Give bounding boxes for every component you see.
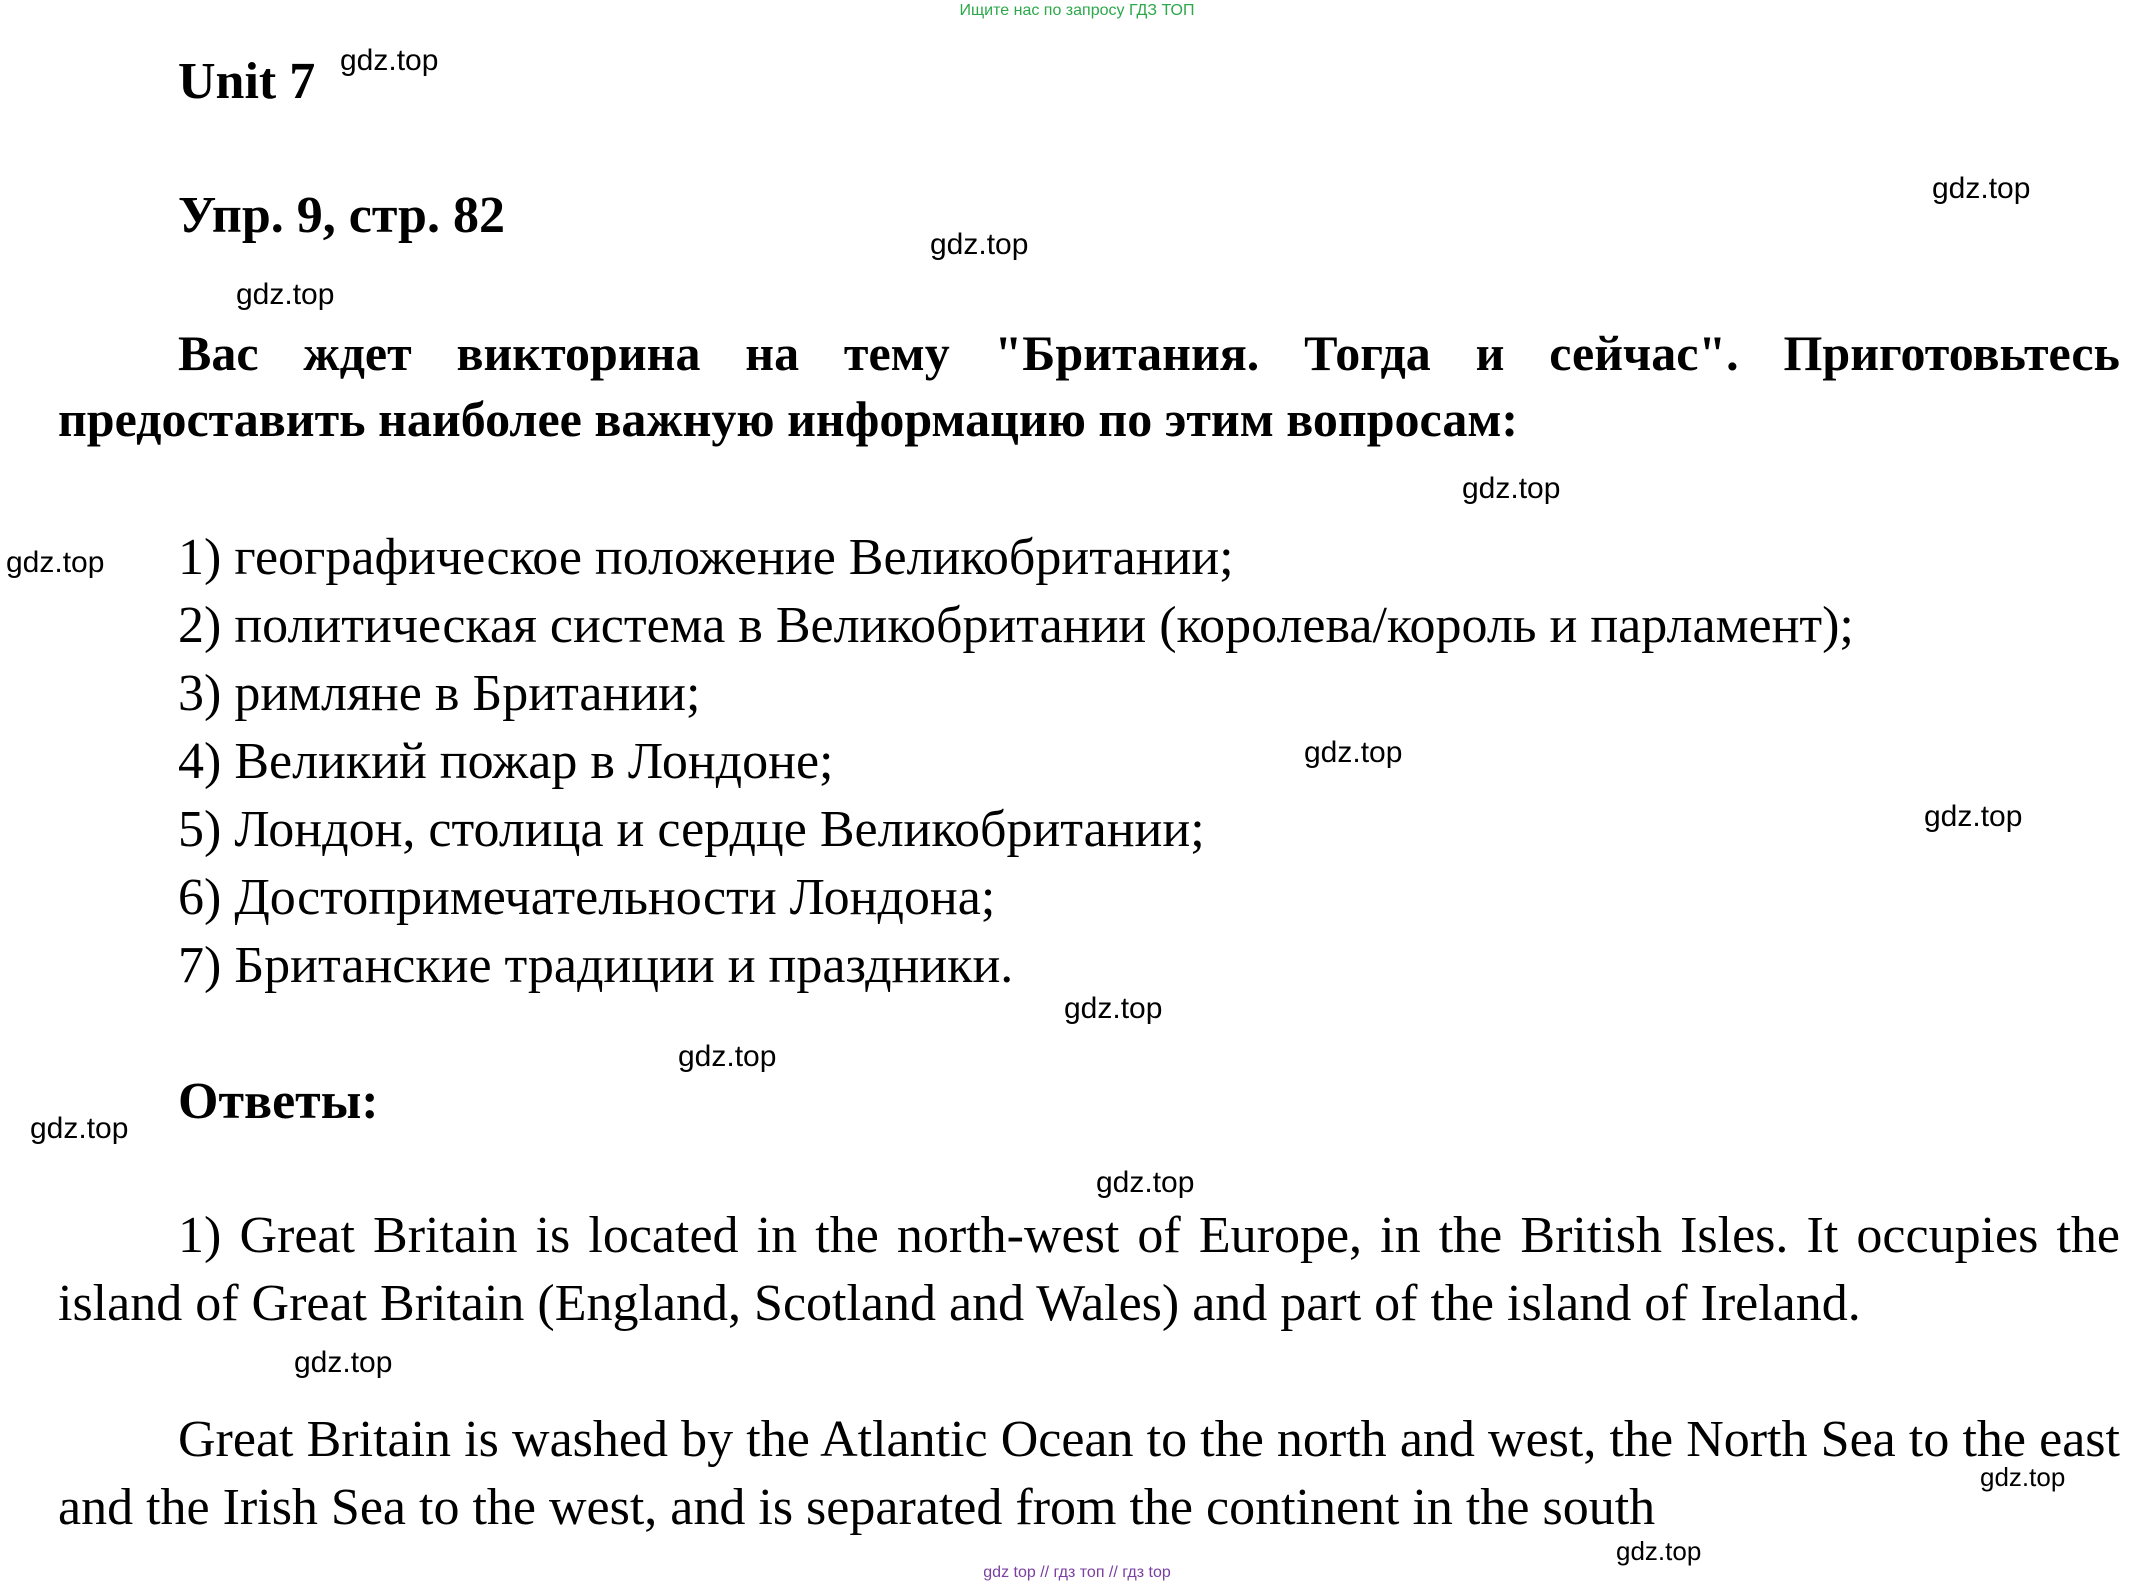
watermark: gdz.top: [340, 44, 439, 77]
watermark: gdz.top: [930, 228, 1029, 261]
bottom-banner: gdz top // гдз топ // гдз top: [983, 1564, 1171, 1581]
watermark: gdz.top: [6, 546, 105, 579]
topic-item: 5) Лондон, столица и сердце Великобритании;: [178, 801, 1205, 858]
answers-heading: Ответы:: [178, 1073, 379, 1130]
topic-item: 3) римляне в Британии;: [178, 665, 701, 722]
watermark: gdz.top: [1932, 172, 2031, 205]
watermark: gdz.top: [294, 1346, 393, 1379]
watermark: gdz.top: [1096, 1166, 1195, 1199]
top-banner: Ищите нас по запросу ГДЗ ТОП: [959, 2, 1195, 19]
unit-title: Unit 7: [178, 53, 316, 110]
watermark: gdz.top: [1304, 736, 1403, 769]
topic-item: 6) Достопримечательности Лондона;: [178, 869, 996, 926]
watermark: gdz.top: [30, 1112, 129, 1145]
watermark: gdz.top: [236, 278, 335, 311]
question-text: Вас ждет викторина на тему "Британия. Тогда и сейчас". Приготовьтесь предоставить наиболее важную информацию по этим вопросам:: [58, 325, 2120, 447]
topic-item: 1) географическое положение Великобритании;: [178, 529, 1234, 586]
watermark: gdz.top: [1462, 472, 1561, 505]
watermark: gdz.top: [678, 1040, 777, 1073]
answer-paragraph: Great Britain is washed by the Atlantic Ocean to the north and west, the North Sea to the east and the Irish Sea to the west, and is separated from the continent in the south: [58, 1411, 2120, 1536]
watermark: gdz.top: [1980, 1462, 2066, 1492]
answer-paragraph: 1) Great Britain is located in the north-west of Europe, in the British Isles. It occupies the island of Great Britain (England, Scotland and Wales) and part of the island of Ireland.: [58, 1207, 2120, 1332]
topic-list: [178, 524, 1854, 1000]
exercise-title: Упр. 9, стр. 82: [178, 187, 505, 244]
topic-item: 2) политическая система в Великобритании (королева/король и парламент);: [178, 597, 1854, 654]
watermark: gdz.top: [1924, 800, 2023, 833]
topic-item: 4) Великий пожар в Лондоне;: [178, 733, 834, 790]
watermark: gdz.top: [1616, 1536, 1702, 1566]
watermark: gdz.top: [1064, 992, 1163, 1025]
topic-item: 7) Британские традиции и праздники.: [178, 937, 1014, 994]
